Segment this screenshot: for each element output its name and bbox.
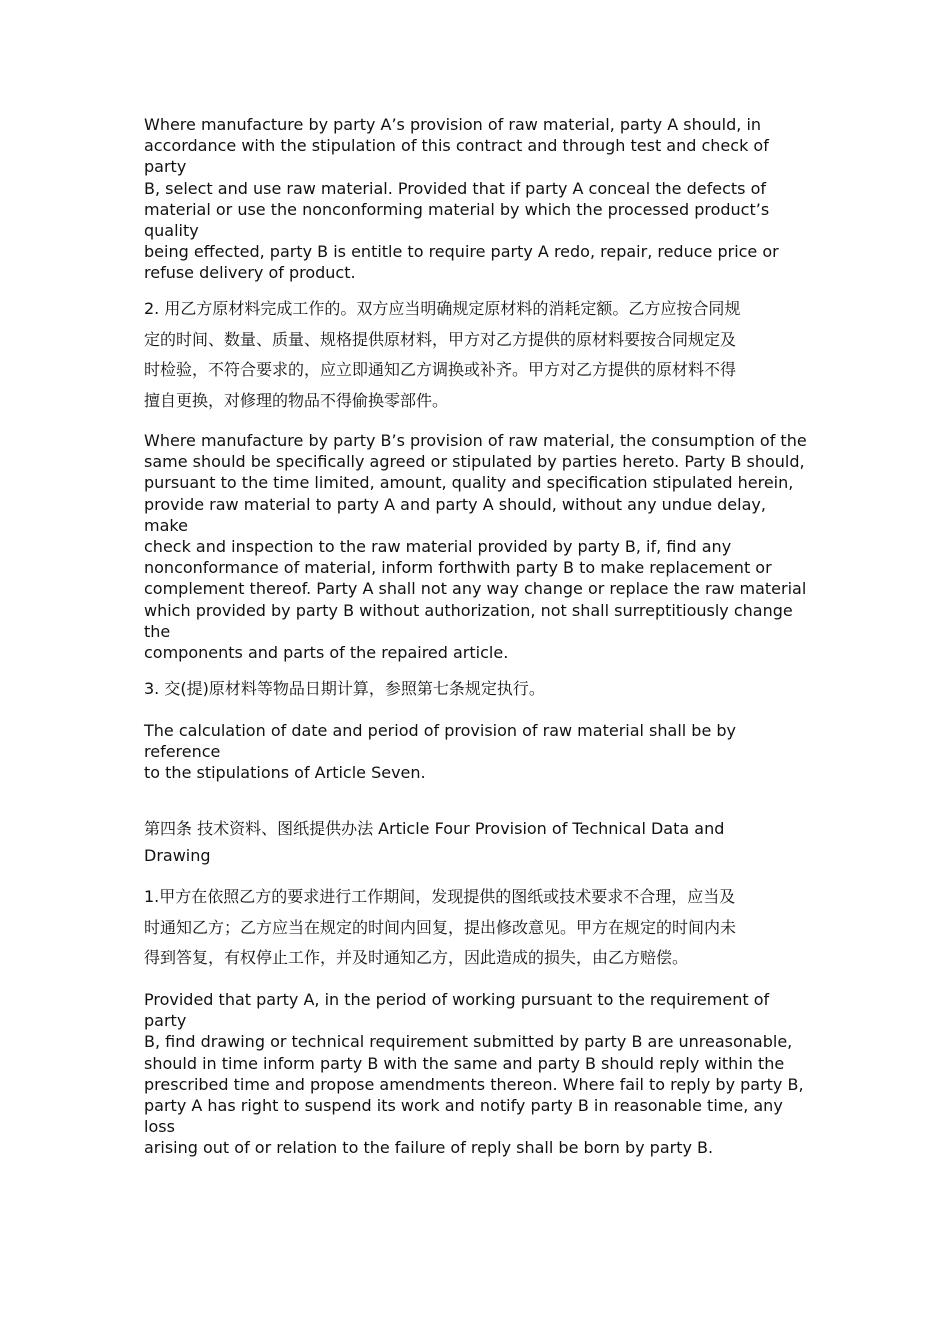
paragraph-zh-clause-2: 2. 用乙方原材料完成工作的。双方应当明确规定原材料的消耗定额。乙方应按合同规 定的时间、数量、质量、规格提供原材料，甲方对乙方提供的原材料要按合同规定及 时检验，不符合要求的，应立即通知乙方调换或补齐。甲方对乙方提供的原材料不得 擅自更换，对修理的物品不得偷换零部件。 xyxy=(144,299,741,410)
paragraph-zh-clause-3: 3. 交(提)原材料等物品日期计算，参照第七条规定执行。 xyxy=(144,679,545,698)
paragraph-en-date-calculation: The calculation of date and period of provision of raw material shall be by reference to the stipulations of Article Seven. xyxy=(144,721,737,783)
paragraph-en-party-a-material: Where manufacture by party A’s provision of raw material, party A should, in accordance with the stipulation of this contract and through test and check of party B, select and use raw material. Provided that if party A conceal the defects of material or use the nonconforming material by which the processed product’s quality being effected, party B is entitle to require party A redo, repair, reduce price or refuse delivery of product. xyxy=(144,115,779,283)
paragraph-en-party-b-material: Where manufacture by party B’s provision of raw material, the consumption of the same should be specifically agreed or stipulated by parties hereto. Party B should, pursuant to the time limited, amount, quality and specification stipulated herein, provide raw material to party A and party A should, without any undue delay, make check and inspection to the raw material provided by party B, if, find any nonconformance of material, inform forthwith party B to make replacement or complement thereof. Party A shall not any way change or replace the raw material which provided by party B without authorization, not shall surreptitiously change the components and parts of the repaired article. xyxy=(144,431,807,663)
paragraph-zh-article-four-1: 1.甲方在依照乙方的要求进行工作期间，发现提供的图纸或技术要求不合理，应当及 时通知乙方；乙方应当在规定的时间内回复，提出修改意见。甲方在规定的时间内未 得到答复，有权停止工作，并及时通知乙方，因此造成的损失，由乙方赔偿。 xyxy=(144,887,737,967)
paragraph-en-drawing-requirement: Provided that party A, in the period of working pursuant to the requirement of party B, find drawing or technical requirement submitted by party B are unreasonable, should in time inform party B with the same and party B should reply within the prescribed time and propose amendments thereon. Where fail to reply by party B, party A has right to suspend its work and notify party B in reasonable time, any loss arising out of or relation to the failure of reply shall be born by party B. xyxy=(144,990,804,1158)
article-four-heading: 第四条 技术资料、图纸提供办法 Article Four Provision of Technical Data and Drawing xyxy=(144,819,725,865)
